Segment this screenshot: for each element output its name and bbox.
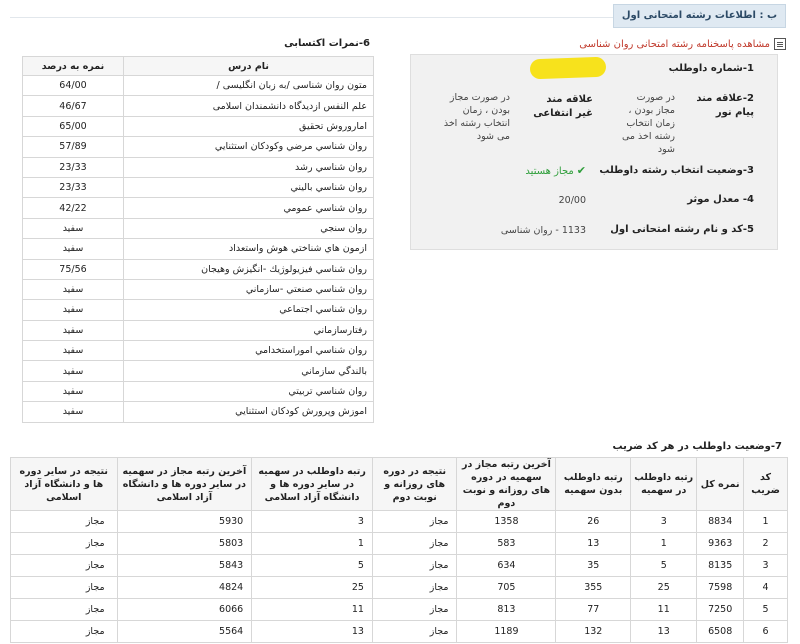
status-cell: 5	[744, 599, 788, 621]
status-title: 7-وضعیت داوطلب در هر کد ضریب	[612, 441, 782, 452]
status-row	[11, 533, 788, 555]
grade-row	[23, 279, 374, 299]
status-cell: 6066	[117, 599, 252, 621]
status-cell: 11	[252, 599, 373, 621]
status-cell: 1	[252, 533, 373, 555]
course-score: سفید	[23, 320, 124, 340]
grade-row	[23, 320, 374, 340]
field-label: 5-کد و نام رشته امتحانی اول	[610, 224, 754, 235]
status-cell: مجاز	[372, 533, 457, 555]
course-score: 23/33	[23, 157, 124, 177]
status-body	[11, 511, 788, 643]
status-cell: 4	[744, 577, 788, 599]
status-cell: 6508	[697, 621, 744, 643]
status-col-header: کد ضریب	[744, 458, 788, 511]
course-name: اموزش وپرورش كودكان استثنايي	[124, 402, 374, 422]
course-name: روان شناسي فيزيولوژيك -انگيزش وهيجان	[124, 259, 374, 279]
course-score: 42/22	[23, 198, 124, 218]
grade-row	[23, 198, 374, 218]
status-cell: 4824	[117, 577, 252, 599]
interest-item-name-1: علاقه مند غیر انتفاعی	[533, 94, 593, 119]
interest-item-note-0: در صورت مجاز بودن ، زمان انتخاب رشته اخذ می شود	[621, 92, 675, 155]
grade-row	[23, 300, 374, 320]
status-cell: مجاز	[372, 599, 457, 621]
status-cell: 3	[631, 511, 697, 533]
grade-row	[23, 259, 374, 279]
status-cell: 1	[631, 533, 697, 555]
status-cell: مجاز	[11, 555, 118, 577]
course-name: علم النفس ازدیدگاه دانشمندان اسلامی	[124, 96, 374, 116]
status-cell: 2	[744, 533, 788, 555]
status-cell: 355	[556, 577, 631, 599]
section-header: ب : اطلاعات رشته امتحانی اول	[613, 4, 786, 28]
grades-title: 6-نمرات اکتسابی	[284, 38, 370, 49]
status-cell: مجاز	[372, 621, 457, 643]
status-cell: 25	[252, 577, 373, 599]
status-row	[11, 511, 788, 533]
course-score: سفید	[23, 218, 124, 238]
course-score: 23/33	[23, 177, 124, 197]
selection-status-label: 3-وضعیت انتخاب رشته داوطلب	[599, 165, 754, 176]
status-cell: 1358	[457, 511, 556, 533]
status-cell: 9363	[697, 533, 744, 555]
status-cell: 11	[631, 599, 697, 621]
field-value: 1133 - روان شناسی	[500, 225, 586, 236]
course-score: 46/67	[23, 96, 124, 116]
document-icon	[774, 38, 786, 50]
grade-row	[23, 239, 374, 259]
course-name: روان سنجي	[124, 218, 374, 238]
status-row	[11, 577, 788, 599]
candidate-number-label: 1-شماره داوطلب	[668, 63, 754, 74]
status-cell: مجاز	[372, 511, 457, 533]
grade-row	[23, 96, 374, 116]
status-cell: 13	[631, 621, 697, 643]
status-col-header: آخرین رتبه مجاز در سهمیه در سایر دوره ها و دانشگاه آزاد اسلامی	[117, 458, 252, 511]
status-cell: 813	[457, 599, 556, 621]
status-row	[11, 599, 788, 621]
status-col-header: نمره کل	[697, 458, 744, 511]
check-icon: ✔	[576, 164, 586, 177]
status-cell: مجاز	[11, 621, 118, 643]
grade-row	[23, 341, 374, 361]
status-cell: 35	[556, 555, 631, 577]
selection-status	[525, 164, 586, 177]
status-col-header: نتیجه در سایر دوره ها و دانشگاه آزاد اسلامی	[11, 458, 118, 511]
status-cell: 5843	[117, 555, 252, 577]
status-header-row	[11, 458, 788, 511]
course-score: سفید	[23, 279, 124, 299]
status-cell: 705	[457, 577, 556, 599]
status-col-header: رتبه داوطلب در سهمیه	[631, 458, 697, 511]
grade-row	[23, 381, 374, 401]
course-header: نام درس	[124, 57, 374, 76]
status-cell: مجاز	[372, 577, 457, 599]
interest-label: 2-علاقه مند	[696, 93, 754, 104]
score-header: نمره به درصد	[23, 57, 124, 76]
status-row	[11, 621, 788, 643]
grade-row	[23, 116, 374, 136]
grade-row	[23, 157, 374, 177]
course-name: روان شناسي رشد	[124, 157, 374, 177]
grade-row	[23, 76, 374, 96]
status-cell: 5	[631, 555, 697, 577]
status-cell: 583	[457, 533, 556, 555]
candidate-info-panel	[410, 54, 778, 250]
status-col-header: نتیجه در دوره های روزانه و نوبت دوم	[372, 458, 457, 511]
status-cell: 5930	[117, 511, 252, 533]
course-name: بالندگي سازماني	[124, 361, 374, 381]
course-name: روان شناسي اموراستخدامي	[124, 341, 374, 361]
interest-item-name-0: پیام نور	[715, 107, 754, 118]
status-col-header: رتبه داوطلب در سهمیه در سایر دوره ها و دانشگاه آزاد اسلامی	[252, 458, 373, 511]
status-cell: مجاز	[11, 533, 118, 555]
course-score: سفید	[23, 239, 124, 259]
grade-row	[23, 218, 374, 238]
course-name: روان شناسي عمومي	[124, 198, 374, 218]
status-cell: 634	[457, 555, 556, 577]
effective-average-value: 20/00	[558, 195, 586, 206]
status-cell: 5564	[117, 621, 252, 643]
course-score: 65/00	[23, 116, 124, 136]
status-cell: 26	[556, 511, 631, 533]
view-answer-sheet-label: مشاهده پاسخنامه رشته امتحانی روان شناسی	[579, 38, 770, 50]
status-cell: 8135	[697, 555, 744, 577]
course-score: سفید	[23, 402, 124, 422]
interest-item-note-1: در صورت مجاز بودن ، زمان انتخاب رشته اخذ می شود	[443, 92, 510, 142]
status-row	[11, 555, 788, 577]
status-cell: 13	[556, 533, 631, 555]
grade-row	[23, 402, 374, 422]
status-table	[10, 457, 788, 643]
course-name: روان شناسي تربيتي	[124, 381, 374, 401]
status-cell: 7250	[697, 599, 744, 621]
course-name: روان شناسي مرضي وكودكان استثنايي	[124, 137, 374, 157]
effective-average-label: 4- معدل موثر	[687, 194, 754, 205]
status-col-header: رتبه داوطلب بدون سهمیه	[556, 458, 631, 511]
grade-row	[23, 137, 374, 157]
status-cell: 6	[744, 621, 788, 643]
grades-table	[22, 56, 374, 423]
course-score: سفید	[23, 341, 124, 361]
status-cell: 3	[744, 555, 788, 577]
course-score: سفید	[23, 361, 124, 381]
course-name: روان شناسي صنعتي -سازماني	[124, 279, 374, 299]
status-cell: 5	[252, 555, 373, 577]
status-cell: مجاز	[11, 511, 118, 533]
course-name: روان شناسي باليني	[124, 177, 374, 197]
grade-row	[23, 361, 374, 381]
status-cell: 5803	[117, 533, 252, 555]
status-col-header: آخرین رتبه مجاز در سهمیه در دوره های روزانه و نوبت دوم	[457, 458, 556, 511]
status-cell: 132	[556, 621, 631, 643]
selection-status-value: مجاز هستید	[525, 166, 574, 177]
grades-body	[23, 76, 374, 423]
course-name: ازمون هاي شناختي هوش واستعداد	[124, 239, 374, 259]
status-cell: 25	[631, 577, 697, 599]
view-answer-sheet-link[interactable]	[579, 38, 786, 50]
course-score: سفید	[23, 300, 124, 320]
course-score: سفید	[23, 381, 124, 401]
status-cell: مجاز	[11, 577, 118, 599]
status-cell: مجاز	[372, 555, 457, 577]
course-score: 57/89	[23, 137, 124, 157]
grades-header-row	[23, 57, 374, 76]
status-cell: 7598	[697, 577, 744, 599]
course-score: 64/00	[23, 76, 124, 96]
course-score: 75/56	[23, 259, 124, 279]
status-cell: 77	[556, 599, 631, 621]
grade-row	[23, 177, 374, 197]
redaction-highlight	[530, 57, 607, 80]
course-name: اماروروش تحقیق	[124, 116, 374, 136]
status-cell: 8834	[697, 511, 744, 533]
course-name: رفتارسازماني	[124, 320, 374, 340]
status-cell: 1	[744, 511, 788, 533]
header-divider	[10, 17, 660, 18]
course-name: متون روان شناسی /به زبان انگلیسی /	[124, 76, 374, 96]
status-cell: مجاز	[11, 599, 118, 621]
status-cell: 3	[252, 511, 373, 533]
status-cell: 1189	[457, 621, 556, 643]
course-name: روان شناسي اجتماعي	[124, 300, 374, 320]
status-cell: 13	[252, 621, 373, 643]
